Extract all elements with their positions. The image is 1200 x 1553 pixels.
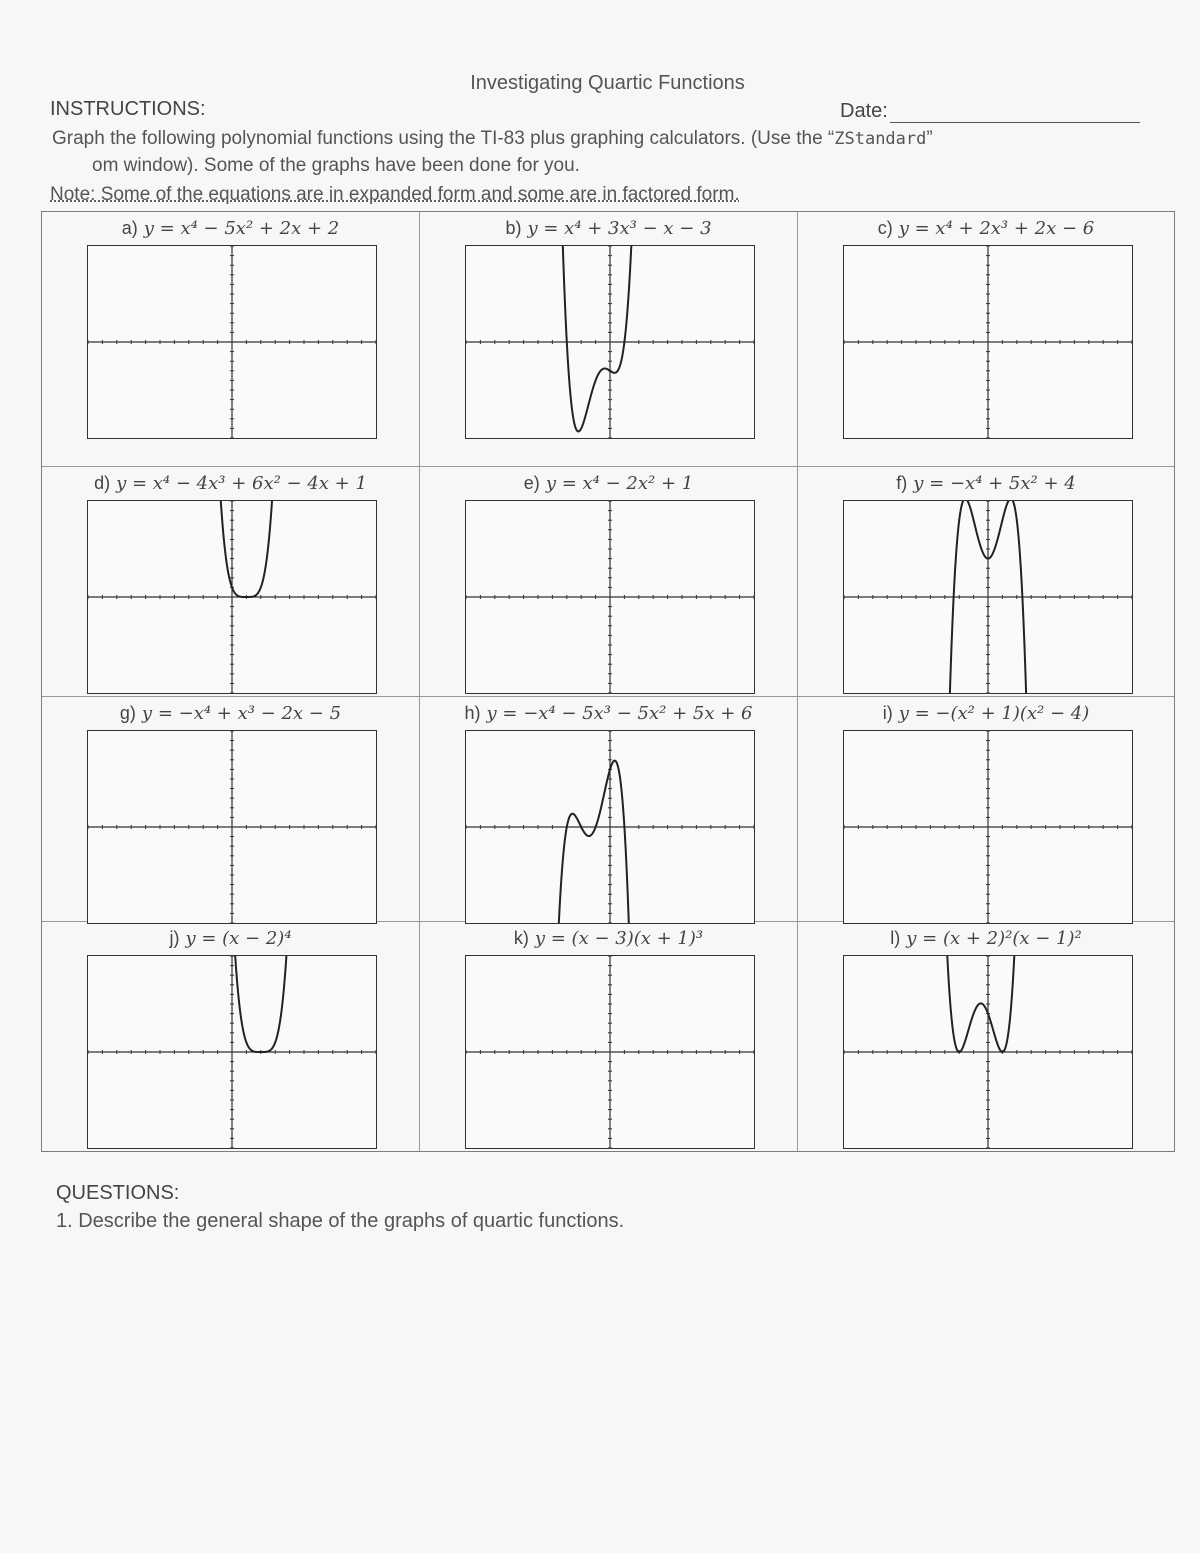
equation-text: y = x⁴ − 2x² + 1 — [545, 473, 694, 494]
equation-label: e) — [523, 473, 540, 493]
question-1: 1. Describe the general shape of the graphs of quartic functions. — [56, 1210, 625, 1232]
graph-cell — [420, 697, 798, 922]
equation-label: i) — [882, 703, 893, 723]
graph-plot — [88, 246, 376, 438]
instructions-line-2: om window). Some of the graphs have been done for you. — [92, 155, 580, 176]
instructions-heading: INSTRUCTIONS: — [50, 98, 206, 120]
graph-plot — [88, 956, 376, 1148]
equation-label: k) — [513, 928, 529, 948]
calculator-screen[interactable] — [843, 245, 1133, 439]
graph-plot — [88, 731, 376, 923]
equation — [798, 928, 1174, 949]
function-curve — [562, 246, 632, 431]
graph-plot — [88, 501, 376, 693]
instructions-line-1-text: Graph the following polynomial functions using the TI-83 plus graphing calculators. (Use the “ — [52, 128, 835, 149]
function-curve — [558, 761, 629, 923]
graph-cell — [798, 922, 1174, 1151]
equation-label: h) — [464, 703, 481, 723]
zstandard-code: ZStandard — [834, 129, 927, 149]
calculator-screen[interactable] — [465, 500, 755, 694]
equation-text: y = x⁴ + 3x³ − x − 3 — [527, 218, 712, 239]
graph-plot — [466, 956, 754, 1148]
instructions-line-1-end: ” — [926, 128, 933, 149]
graph-plot — [466, 246, 754, 438]
graph-cell — [42, 922, 420, 1151]
equation-label: d) — [94, 473, 111, 493]
date-label: Date: — [840, 100, 888, 122]
calculator-screen — [87, 500, 377, 694]
date-blank[interactable] — [890, 104, 1140, 123]
graph-cell — [798, 212, 1174, 467]
calculator-screen[interactable] — [87, 245, 377, 439]
graph-cell — [420, 212, 798, 467]
equation — [420, 473, 797, 494]
equation-label: b) — [505, 218, 522, 238]
calculator-screen — [843, 955, 1133, 1149]
equation — [798, 218, 1174, 239]
equation-text: y = −x⁴ − 5x³ − 5x² + 5x + 6 — [486, 703, 753, 724]
page-title: Investigating Quartic Functions — [470, 72, 745, 94]
equation-label: c) — [877, 218, 893, 238]
equation-text: y = x⁴ + 2x³ + 2x − 6 — [898, 218, 1095, 239]
equation — [42, 473, 419, 494]
calculator-screen — [87, 955, 377, 1149]
equation — [420, 703, 797, 724]
equation — [798, 703, 1174, 724]
function-curve — [946, 956, 1015, 1052]
equation-text: y = (x − 3)(x + 1)³ — [534, 928, 704, 949]
calculator-screen — [465, 245, 755, 439]
graph-cell — [420, 922, 798, 1151]
graph-cell — [420, 467, 798, 697]
equation-text: y = −(x² + 1)(x² − 4) — [898, 703, 1090, 724]
graph-plot — [844, 501, 1132, 693]
graph-plot — [466, 501, 754, 693]
function-curve — [220, 501, 274, 597]
equation-label: l) — [890, 928, 901, 948]
equation-text: y = (x − 2)⁴ — [185, 928, 292, 949]
graph-plot — [844, 246, 1132, 438]
graph-plot — [844, 956, 1132, 1148]
equation-text: y = (x + 2)²(x − 1)² — [906, 928, 1082, 949]
graph-cell — [798, 697, 1174, 922]
calculator-screen — [465, 730, 755, 924]
graph-cell — [798, 467, 1174, 697]
graph-plot — [466, 731, 754, 923]
function-curve — [234, 956, 288, 1052]
equation-text: y = x⁴ − 4x³ + 6x² − 4x + 1 — [116, 473, 367, 494]
equation — [798, 473, 1174, 494]
equation-label: g) — [119, 703, 136, 723]
equation — [42, 703, 419, 724]
instructions-line-1 — [52, 128, 933, 150]
equation — [420, 218, 797, 239]
calculator-screen[interactable] — [843, 730, 1133, 924]
note: Note: Some of the equations are in expanded form and some are in factored form. — [50, 184, 740, 205]
equation — [42, 928, 419, 949]
graph-cell — [42, 212, 420, 467]
date-field — [840, 100, 1140, 123]
graph-cell — [42, 697, 420, 922]
equation — [42, 218, 419, 239]
calculator-screen — [843, 500, 1133, 694]
equation-text: y = x⁴ − 5x² + 2x + 2 — [143, 218, 340, 239]
equation-text: y = −x⁴ + x³ − 2x − 5 — [141, 703, 342, 724]
calculator-screen[interactable] — [465, 955, 755, 1149]
equation-label: j) — [169, 928, 180, 948]
equation-label: f) — [896, 473, 908, 493]
questions-heading: QUESTIONS: — [56, 1182, 180, 1204]
graph-cell — [42, 467, 420, 697]
equation — [420, 928, 797, 949]
graph-plot — [844, 731, 1132, 923]
calculator-screen[interactable] — [87, 730, 377, 924]
equation-label: a) — [121, 218, 138, 238]
equation-text: y = −x⁴ + 5x² + 4 — [913, 473, 1076, 494]
graph-grid — [41, 211, 1175, 1152]
